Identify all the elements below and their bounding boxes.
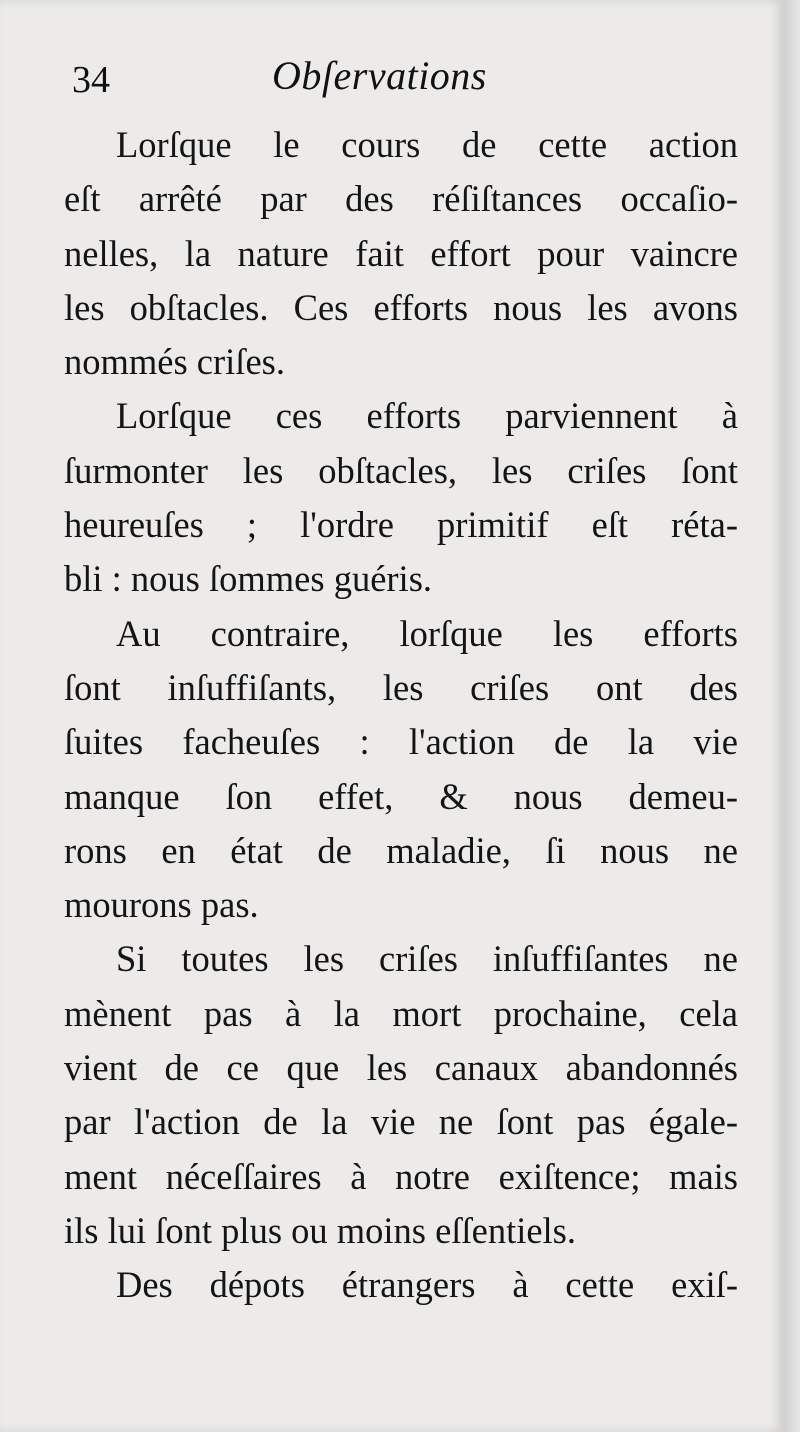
text-line: mourons pas.: [64, 884, 259, 926]
text-line: Des dépots étrangers à cette exiſ-: [116, 1264, 738, 1306]
text-line: ſuites facheuſes : l'action de la vie: [64, 721, 738, 763]
text-line: les obſtacles. Ces efforts nous les avons: [64, 286, 738, 328]
text-line: vient de ce que les canaux abandonnés: [64, 1047, 738, 1089]
text-line: ils lui ſont plus ou moins eſſentiels.: [64, 1209, 577, 1251]
page-edge: [784, 0, 800, 1432]
text-line: manque ſon effet, & nous demeu-: [64, 775, 738, 817]
text-line: bli : nous ſommes guéris.: [64, 558, 433, 600]
text-line: Au contraire, lorſque les efforts: [116, 612, 738, 654]
text-line: mènent pas à la mort prochaine, cela: [64, 992, 738, 1034]
text-line: Lorſque ces efforts parviennent à: [116, 395, 738, 437]
text-line: Si toutes les criſes inſuffiſantes ne: [116, 938, 738, 980]
page-header: [72, 52, 752, 112]
page-number: 34: [72, 59, 110, 101]
text-line: ment néceſſaires à notre exiſtence; mais: [64, 1155, 738, 1197]
running-title: Obſervations: [272, 53, 487, 98]
text-line: eſt arrêté par des réſiſtances occaſio-: [64, 178, 738, 220]
text-line: ſurmonter les obſtacles, les criſes ſont: [64, 449, 738, 491]
text-line: Lorſque le cours de cette action: [116, 124, 738, 165]
body-text: [64, 118, 738, 1313]
text-line: nelles, la nature fait effort pour vaincre: [64, 232, 738, 274]
text-line: nommés criſes.: [64, 341, 285, 383]
text-line: ſont inſuffiſants, les criſes ont des: [64, 666, 738, 708]
text-line: heureuſes ; l'ordre primitif eſt réta-: [64, 504, 738, 546]
text-line: rons en état de maladie, ſi nous ne: [64, 829, 738, 871]
text-line: par l'action de la vie ne ſont pas égale-: [64, 1101, 738, 1143]
